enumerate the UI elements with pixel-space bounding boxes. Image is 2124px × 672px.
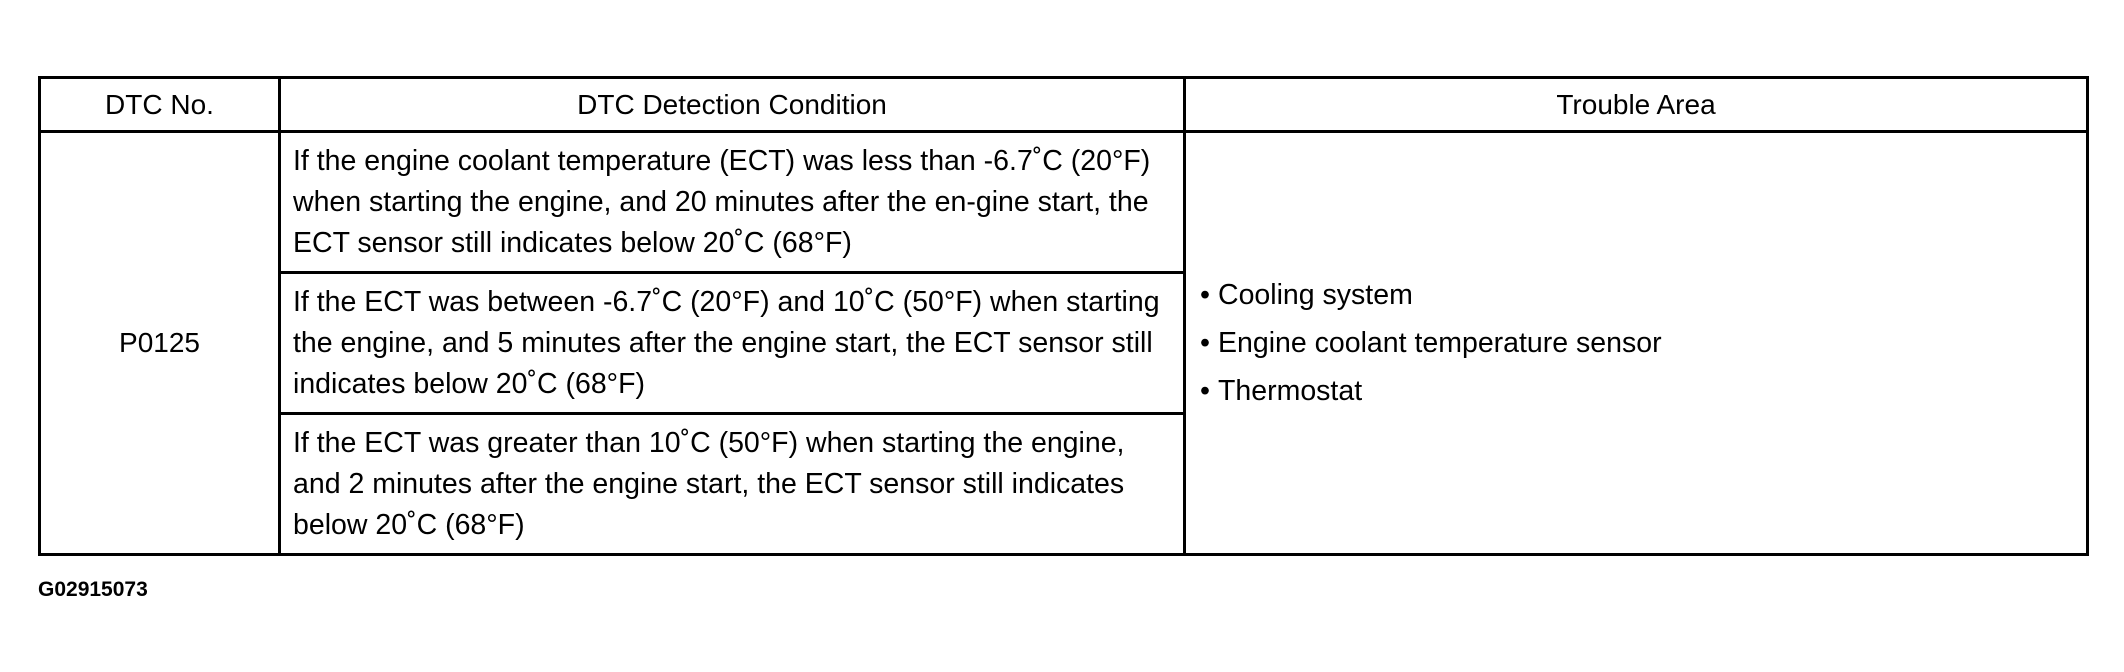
header-dtc-no: DTC No. <box>40 78 280 132</box>
header-trouble-area: Trouble Area <box>1185 78 2088 132</box>
list-item <box>1200 319 2086 367</box>
trouble-area-list <box>1200 271 2086 415</box>
list-item <box>1200 271 2086 319</box>
table-row <box>40 132 2088 273</box>
list-item <box>1200 367 2086 415</box>
detection-condition-1: If the engine coolant temperature (ECT) was less than -6.7˚C (20°F) when starting the engine, and 20 minutes after the en-gine start, the ECT sensor still indicates below 20˚C (68°F) <box>280 132 1185 273</box>
detection-condition-2: If the ECT was between -6.7˚C (20°F) and 10˚C (50°F) when starting the engine, and 5 minutes after the engine start, the ECT sensor still indicates below 20˚C (68°F) <box>280 273 1185 414</box>
header-row <box>40 78 2088 132</box>
dtc-code: P0125 <box>40 132 280 555</box>
dtc-table <box>38 76 2089 556</box>
header-detection-condition: DTC Detection Condition <box>280 78 1185 132</box>
figure-id: G02915073 <box>38 578 148 601</box>
trouble-area-item: Engine coolant temperature sensor <box>1217 327 1662 359</box>
trouble-area-item: Cooling system <box>1217 279 1413 311</box>
trouble-area-cell <box>1185 132 2088 555</box>
trouble-area-item: Thermostat <box>1217 375 1363 407</box>
detection-condition-3: If the ECT was greater than 10˚C (50°F) when starting the engine, and 2 minutes after the engine start, the ECT sensor still indicates below 20˚C (68°F) <box>280 414 1185 555</box>
